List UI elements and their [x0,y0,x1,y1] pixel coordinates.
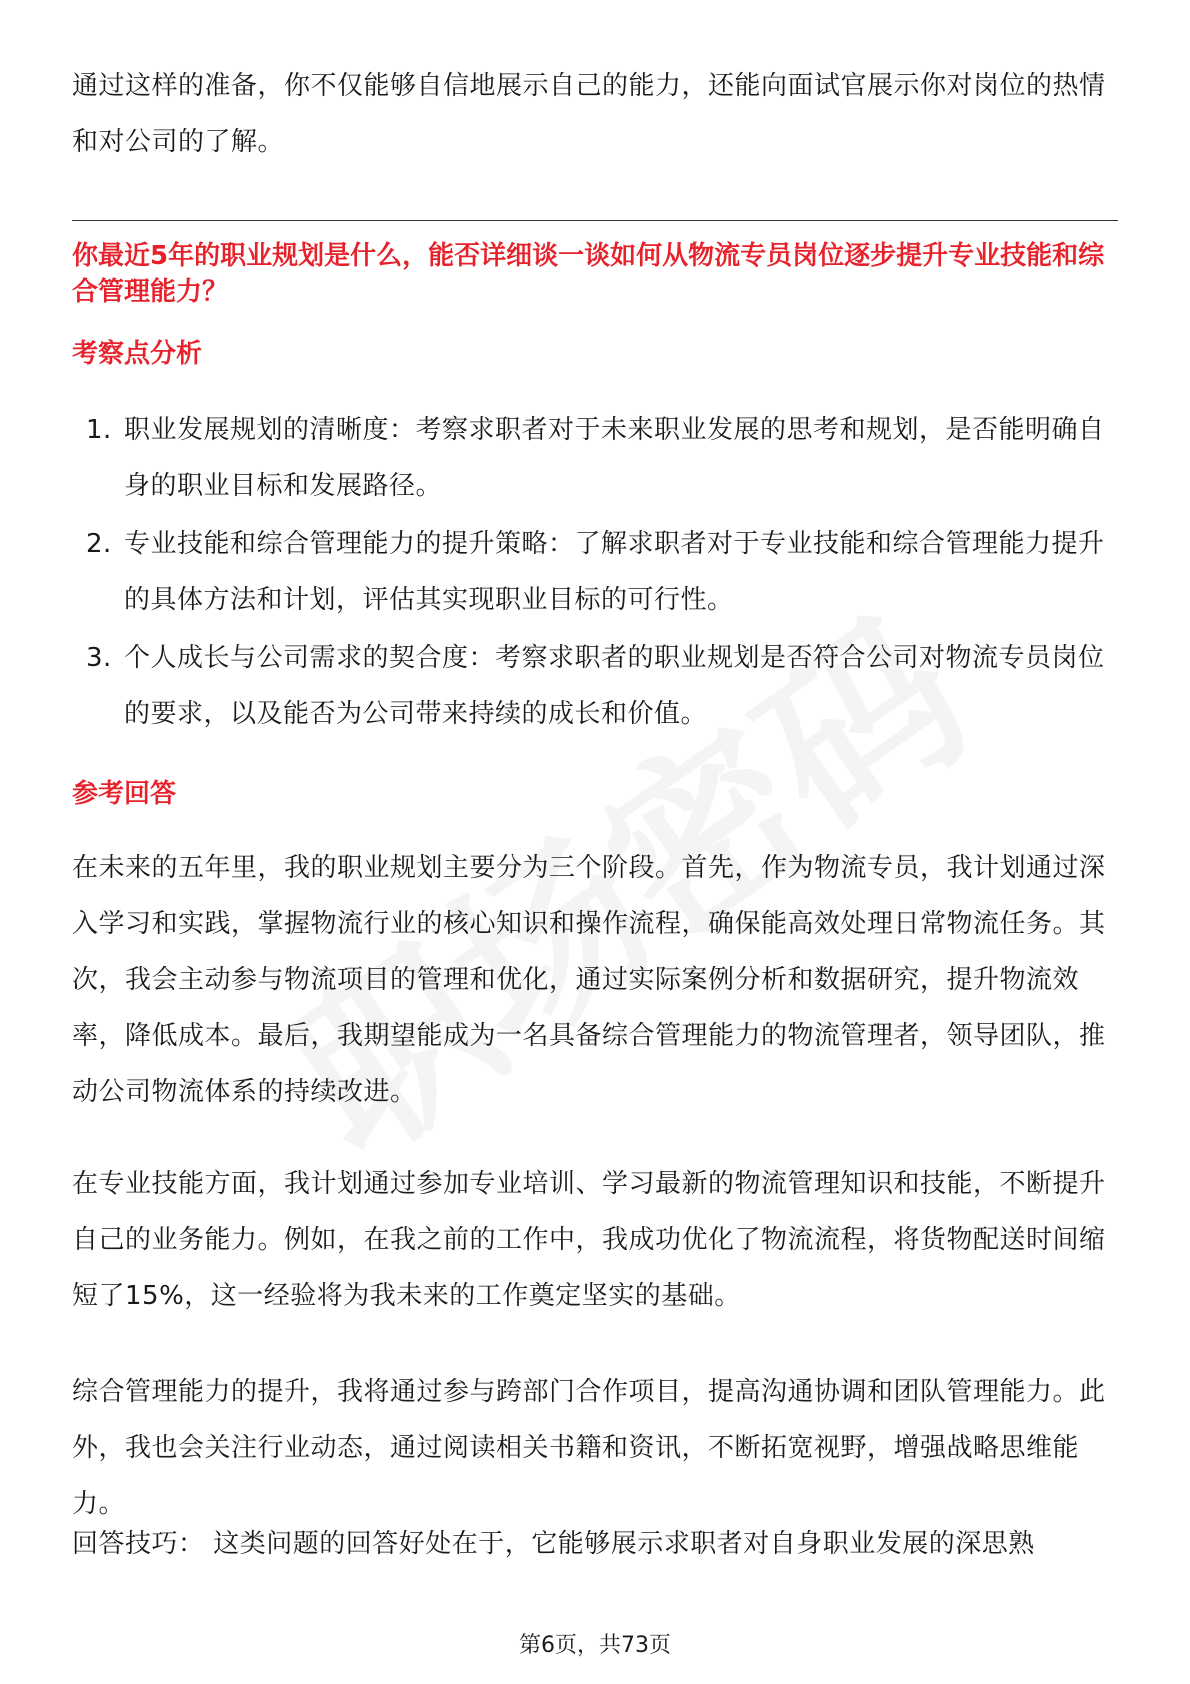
list-number: 2. [86,529,112,559]
list-item [72,630,1118,742]
answer-title: 参考回答 [72,779,177,809]
list-item [72,516,1118,628]
answer-paragraph: 在未来的五年里，我的职业规划主要分为三个阶段。首先，作为物流专员，我计划通过深入学习和实践，掌握物流行业的核心知识和操作流程，确保能高效处理日常物流任务。其次，我会主动参与物流项目的管理和优化，通过实际案例分析和数据研究，提升物流效率，降低成本。最后，我期望能成为一名具备综合管理能力的物流管理者，领导团队，推动公司物流体系的持续改进。 [72,853,1106,1107]
tips-paragraph: 回答技巧： 这类问题的回答好处在于，它能够展示求职者对自身职业发展的深思熟 [72,1529,1035,1559]
page-number: 第6页，共73页 [519,1633,671,1658]
document-page [72,0,1118,1684]
list-number: 3. [86,643,112,673]
intro-paragraph: 通过这样的准备，你不仅能够自信地展示自己的能力，还能向面试官展示你对岗位的热情和对公司的了解。 [72,71,1106,157]
analysis-list [72,402,1118,744]
analysis-title: 考察点分析 [72,339,203,369]
answer-paragraph: 在专业技能方面，我计划通过参加专业培训、学习最新的物流管理知识和技能，不断提升自己的业务能力。例如，在我之前的工作中，我成功优化了物流流程，将货物配送时间缩短了15%，这一经验将为我未来的工作奠定坚实的基础。 [72,1169,1106,1311]
list-number: 1. [86,415,112,445]
section-divider [72,220,1118,221]
question-heading: 你最近5年的职业规划是什么，能否详细谈一谈如何从物流专员岗位逐步提升专业技能和综合管理能力？ [72,241,1105,307]
list-text: 个人成长与公司需求的契合度：考察求职者的职业规划是否符合公司对物流专员岗位的要求，以及能否为公司带来持续的成长和价值。 [124,643,1105,729]
list-text: 专业技能和综合管理能力的提升策略：了解求职者对于专业技能和综合管理能力提升的具体方法和计划，评估其实现职业目标的可行性。 [124,529,1105,615]
list-item [72,402,1118,514]
answer-paragraph: 综合管理能力的提升，我将通过参与跨部门合作项目，提高沟通协调和团队管理能力。此外，我也会关注行业动态，通过阅读相关书籍和资讯，不断拓宽视野，增强战略思维能力。 [72,1377,1106,1519]
list-text: 职业发展规划的清晰度：考察求职者对于未来职业发展的思考和规划，是否能明确自身的职业目标和发展路径。 [124,415,1105,501]
